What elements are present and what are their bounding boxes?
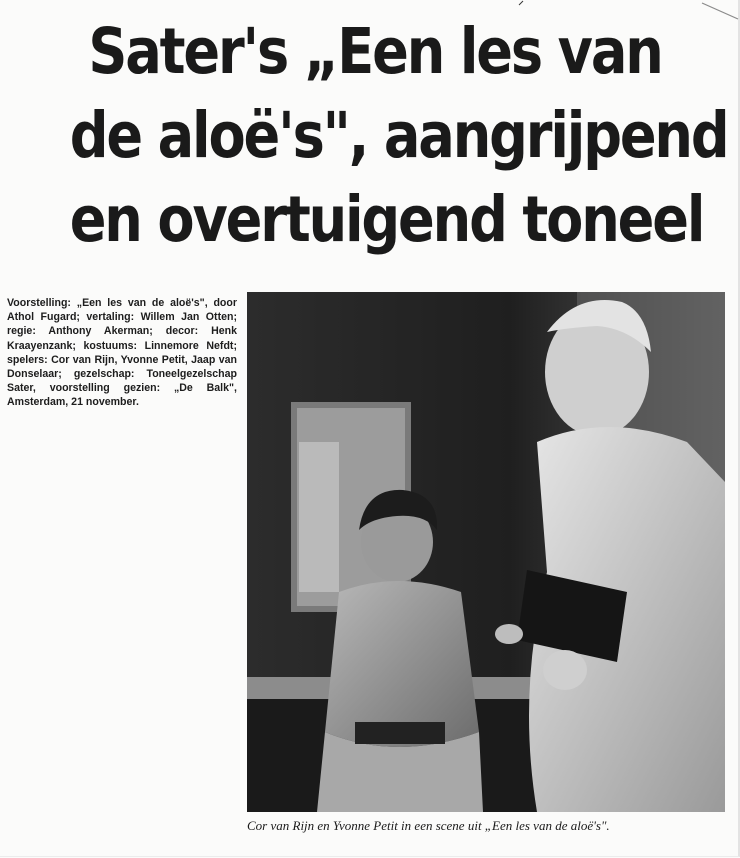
stage-photo-illustration (247, 292, 725, 812)
article-headline (69, 10, 728, 262)
headline-line-3: en overtuigend toneel (69, 183, 704, 256)
headline-line-1: Sater's „Een les van (88, 15, 662, 88)
article-photo (247, 292, 725, 812)
photo-caption: Cor van Rijn en Yvonne Petit in een scene uit „Een les van de aloë's". (247, 818, 610, 833)
headline-line-2: de aloë's", aangrijpend (69, 99, 728, 172)
production-credits: Voorstelling: „Een les van de aloë's", door Athol Fugard; vertaling: Willem Jan Otten; regie: Anthony Akerman; decor: Henk Kraayenzank; kostuums: Linnemore Nefdt; spelers: Cor van Rijn, Yvonne Petit, Jaap van Donselaar; gezelschap: Toneelgezelschap Sater, voorstelling gezien: „De Balk", Amsterdam, 21 november. (7, 297, 237, 409)
torn-corner-mark (700, 0, 740, 22)
ink-mark (518, 0, 524, 6)
